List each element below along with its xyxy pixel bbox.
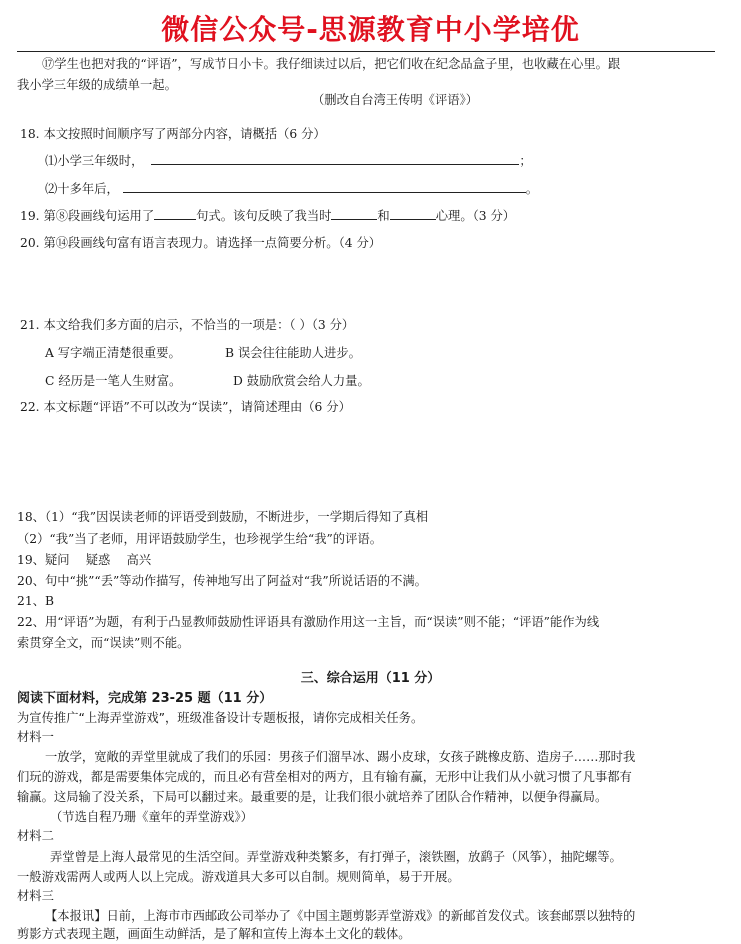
question-21-option-b: B 误会往往能助人进步。	[225, 346, 361, 360]
answer-18-part1: 18、（1）“我”因误读老师的评语受到鼓励，不断进步，一学期后得知了真相	[17, 510, 429, 524]
question-18-part2-end: 。	[525, 182, 539, 196]
question-19-blank-2[interactable]	[331, 207, 377, 220]
question-18-part1-answer-blank[interactable]	[151, 152, 519, 165]
answer-19: 19、疑问 疑惑 高兴	[17, 553, 152, 567]
question-22-stem: 22. 本文标题“评语”不可以改为“误读”，请简述理由（6 分）	[20, 400, 351, 414]
section-3-heading: 三、综合运用（11 分）	[300, 671, 441, 686]
question-18-part2-label: ⑵十多年后，	[45, 182, 119, 196]
question-18-part1-label: ⑴小学三年级时，	[45, 154, 144, 168]
question-19-blank-1[interactable]	[154, 207, 196, 220]
passage-source: （删改自台湾王传明《评语》）	[312, 93, 479, 107]
material-3-label: 材料三	[17, 889, 54, 903]
answer-18-part2: （2）“我”当了老师，用评语鼓励学生，也珍视学生给“我”的评语。	[17, 532, 382, 546]
material-1-line2: 们玩的游戏，都是需要集体完成的，而且必有营垒相对的两方，且有输有赢，无形中让我们从小就习惯了凡事都有	[17, 770, 632, 784]
material-1-line1: 一放学，宽敞的弄堂里就成了我们的乐园：男孩子们溜旱冰、踢小皮球，女孩子跳橡皮筋、造房子……那时我	[45, 750, 636, 764]
question-20-stem: 20. 第⑭段画线句富有语言表现力。请选择一点简要分析。（4 分）	[20, 236, 382, 250]
answer-20: 20、句中“挑”“丢”等动作描写，传神地写出了阿益对“我”所说话语的不满。	[17, 574, 427, 588]
material-2-line2: 一般游戏需两人或两人以上完成。游戏道具大多可以自制。规则简单，易于开展。	[17, 870, 460, 884]
question-19	[20, 207, 515, 225]
answer-22-line1: 22、用“评语”为题，有利于凸显教师鼓励性评语具有激励作用这一主旨，而“误读”则不能；“评语”能作为线	[17, 615, 600, 629]
answer-22-line2: 索贯穿全文，而“误读”则不能。	[17, 636, 190, 650]
answer-21: 21、B	[17, 594, 54, 608]
material-2-line1: 弄堂曾是上海人最常见的生活空间。弄堂游戏种类繁多，有打弹子，滚铁圈，放鹞子（风筝），抽陀螺等。	[50, 850, 622, 864]
question-19-suffix: 心理。（3 分）	[435, 209, 516, 223]
material-2-label: 材料二	[17, 829, 54, 843]
question-18-stem: 18. 本文按照时间顺序写了两部分内容，请概括（6 分）	[20, 127, 326, 141]
section-3-intro: 为宣传推广“上海弄堂游戏”，班级准备设计专题板报，请你完成相关任务。	[17, 711, 424, 725]
section-3-instruction: 阅读下面材料，完成第 23-25 题（11 分）	[17, 691, 273, 706]
material-1-line3: 输赢。这局输了没关系，下局可以翻过来。最重要的是，让我们很小就培养了团队合作精神，以便争得赢局。	[17, 790, 608, 804]
question-19-mid2: 和	[377, 209, 390, 223]
question-21-option-d: D 鼓励欣赏会给人力量。	[233, 374, 370, 388]
question-21-stem: 21. 本文给我们多方面的启示，不恰当的一项是：（ ）（3 分）	[20, 318, 355, 332]
header-divider	[17, 51, 715, 52]
question-19-blank-3[interactable]	[390, 207, 436, 220]
question-19-prefix: 19. 第⑧段画线句运用了	[20, 209, 155, 223]
material-3-line2: 剪影方式表现主题，画面生动鲜活，是了解和宣传上海本土文化的载体。	[17, 927, 411, 941]
passage-para17-line2: 我小学三年级的成绩单一起。	[17, 78, 177, 92]
question-18-part2-answer-blank[interactable]	[123, 180, 526, 193]
question-18-part1-end: ；	[519, 154, 532, 168]
material-3-line1: 【本报讯】日前，上海市市西邮政公司举办了《中国主题剪影弄堂游戏》的新邮首发仪式。该套邮票以独特的	[45, 909, 636, 923]
question-18-part2	[45, 180, 538, 198]
question-21-option-a: A 写字端正清楚很重要。	[45, 346, 181, 360]
question-18-part1	[45, 152, 532, 170]
question-19-mid1: 句式。该句反映了我当时	[196, 209, 332, 223]
passage-para17-line1: ⑰学生也把对我的“评语”，写成节日小卡。我仔细读过以后，把它们收在纪念品盒子里，也收藏在心里。跟	[42, 57, 621, 71]
page-title: 微信公众号-思源教育中小学培优	[161, 13, 580, 46]
material-1-label: 材料一	[17, 730, 54, 744]
question-21-option-c: C 经历是一笔人生财富。	[45, 374, 182, 388]
material-1-source: （节选自程乃珊《童年的弄堂游戏》）	[50, 810, 253, 824]
